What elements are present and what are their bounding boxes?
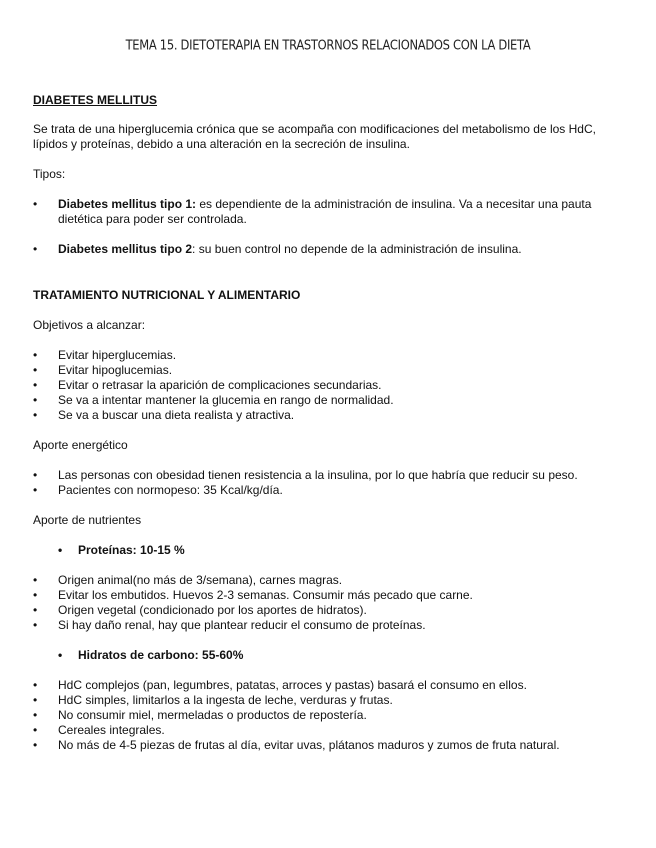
objetivos-label: Objetivos a alcanzar: xyxy=(33,318,146,332)
list-item: • Cereales integrales. xyxy=(33,723,623,738)
tipo2-text: : su buen control no depende de la administración de insulina. xyxy=(192,242,522,256)
list-item: • No consumir miel, mermeladas o productos de repostería. xyxy=(33,708,623,723)
section-heading-diabetes: DIABETES MELLITUS xyxy=(33,93,158,107)
tipos-label: Tipos: xyxy=(33,167,66,181)
list-item xyxy=(33,242,623,257)
tipo1-text: es dependiente de la administración de insulina. Va a necesitar una pauta dietética para poder ser controlada. xyxy=(58,197,592,226)
list-item xyxy=(33,197,623,227)
list-item: • HdC simples, limitarlos a la ingesta de leche, verduras y frutas. xyxy=(33,693,623,708)
list-item: • Se va a buscar una dieta realista y atractiva. xyxy=(33,408,623,423)
section-heading-tratamiento: TRATAMIENTO NUTRICIONAL Y ALIMENTARIO xyxy=(33,288,301,302)
list-item: • Se va a intentar mantener la glucemia en rango de normalidad. xyxy=(33,393,623,408)
hdc-heading: • Hidratos de carbono: 55-60% xyxy=(33,648,623,663)
tipo2-title: Diabetes mellitus tipo 2 xyxy=(58,242,193,256)
list-item: • Origen vegetal (condicionado por los aportes de hidratos). xyxy=(33,603,623,618)
diabetes-intro: Se trata de una hiperglucemia crónica que se acompaña con modificaciones del metabolismo de los HdC, lípidos y proteínas, debido a una alteración en la secreción de insulina. xyxy=(33,122,596,151)
list-item: • Evitar hipoglucemias. xyxy=(33,363,623,378)
hdc-list xyxy=(33,678,623,753)
hdc-heading-list xyxy=(33,648,623,663)
list-item: • Si hay daño renal, hay que plantear reducir el consumo de proteínas. xyxy=(33,618,623,633)
list-item: • Pacientes con normopeso: 35 Kcal/kg/día. xyxy=(33,483,623,498)
objetivos-list xyxy=(33,348,623,423)
aporte-energetico-label: Aporte energético xyxy=(33,438,128,452)
proteinas-heading-list xyxy=(33,543,623,558)
document-body xyxy=(33,93,623,753)
list-item: • Evitar hiperglucemias. xyxy=(33,348,623,363)
list-item: • Origen animal(no más de 3/semana), carnes magras. xyxy=(33,573,623,588)
tipos-list xyxy=(33,197,623,257)
proteinas-heading: • Proteínas: 10-15 % xyxy=(33,543,623,558)
list-item: • Evitar los embutidos. Huevos 2-3 semanas. Consumir más pecado que carne. xyxy=(33,588,623,603)
list-item: • No más de 4-5 piezas de frutas al día, evitar uvas, plátanos maduros y zumos de fruta natural. xyxy=(33,738,623,753)
list-item: • Las personas con obesidad tienen resistencia a la insulina, por lo que habría que reducir su peso. xyxy=(33,468,623,483)
list-item: • Evitar o retrasar la aparición de complicaciones secundarias. xyxy=(33,378,623,393)
proteinas-list xyxy=(33,573,623,633)
list-item: • HdC complejos (pan, legumbres, patatas, arroces y pastas) basará el consumo en ellos. xyxy=(33,678,623,693)
aporte-nutrientes-label: Aporte de nutrientes xyxy=(33,513,142,527)
aporte-energetico-list xyxy=(33,468,623,498)
tipo1-title: Diabetes mellitus tipo 1: xyxy=(58,197,197,211)
page-header: TEMA 15. DIETOTERAPIA EN TRASTORNOS RELACIONADOS CON LA DIETA xyxy=(125,36,531,54)
